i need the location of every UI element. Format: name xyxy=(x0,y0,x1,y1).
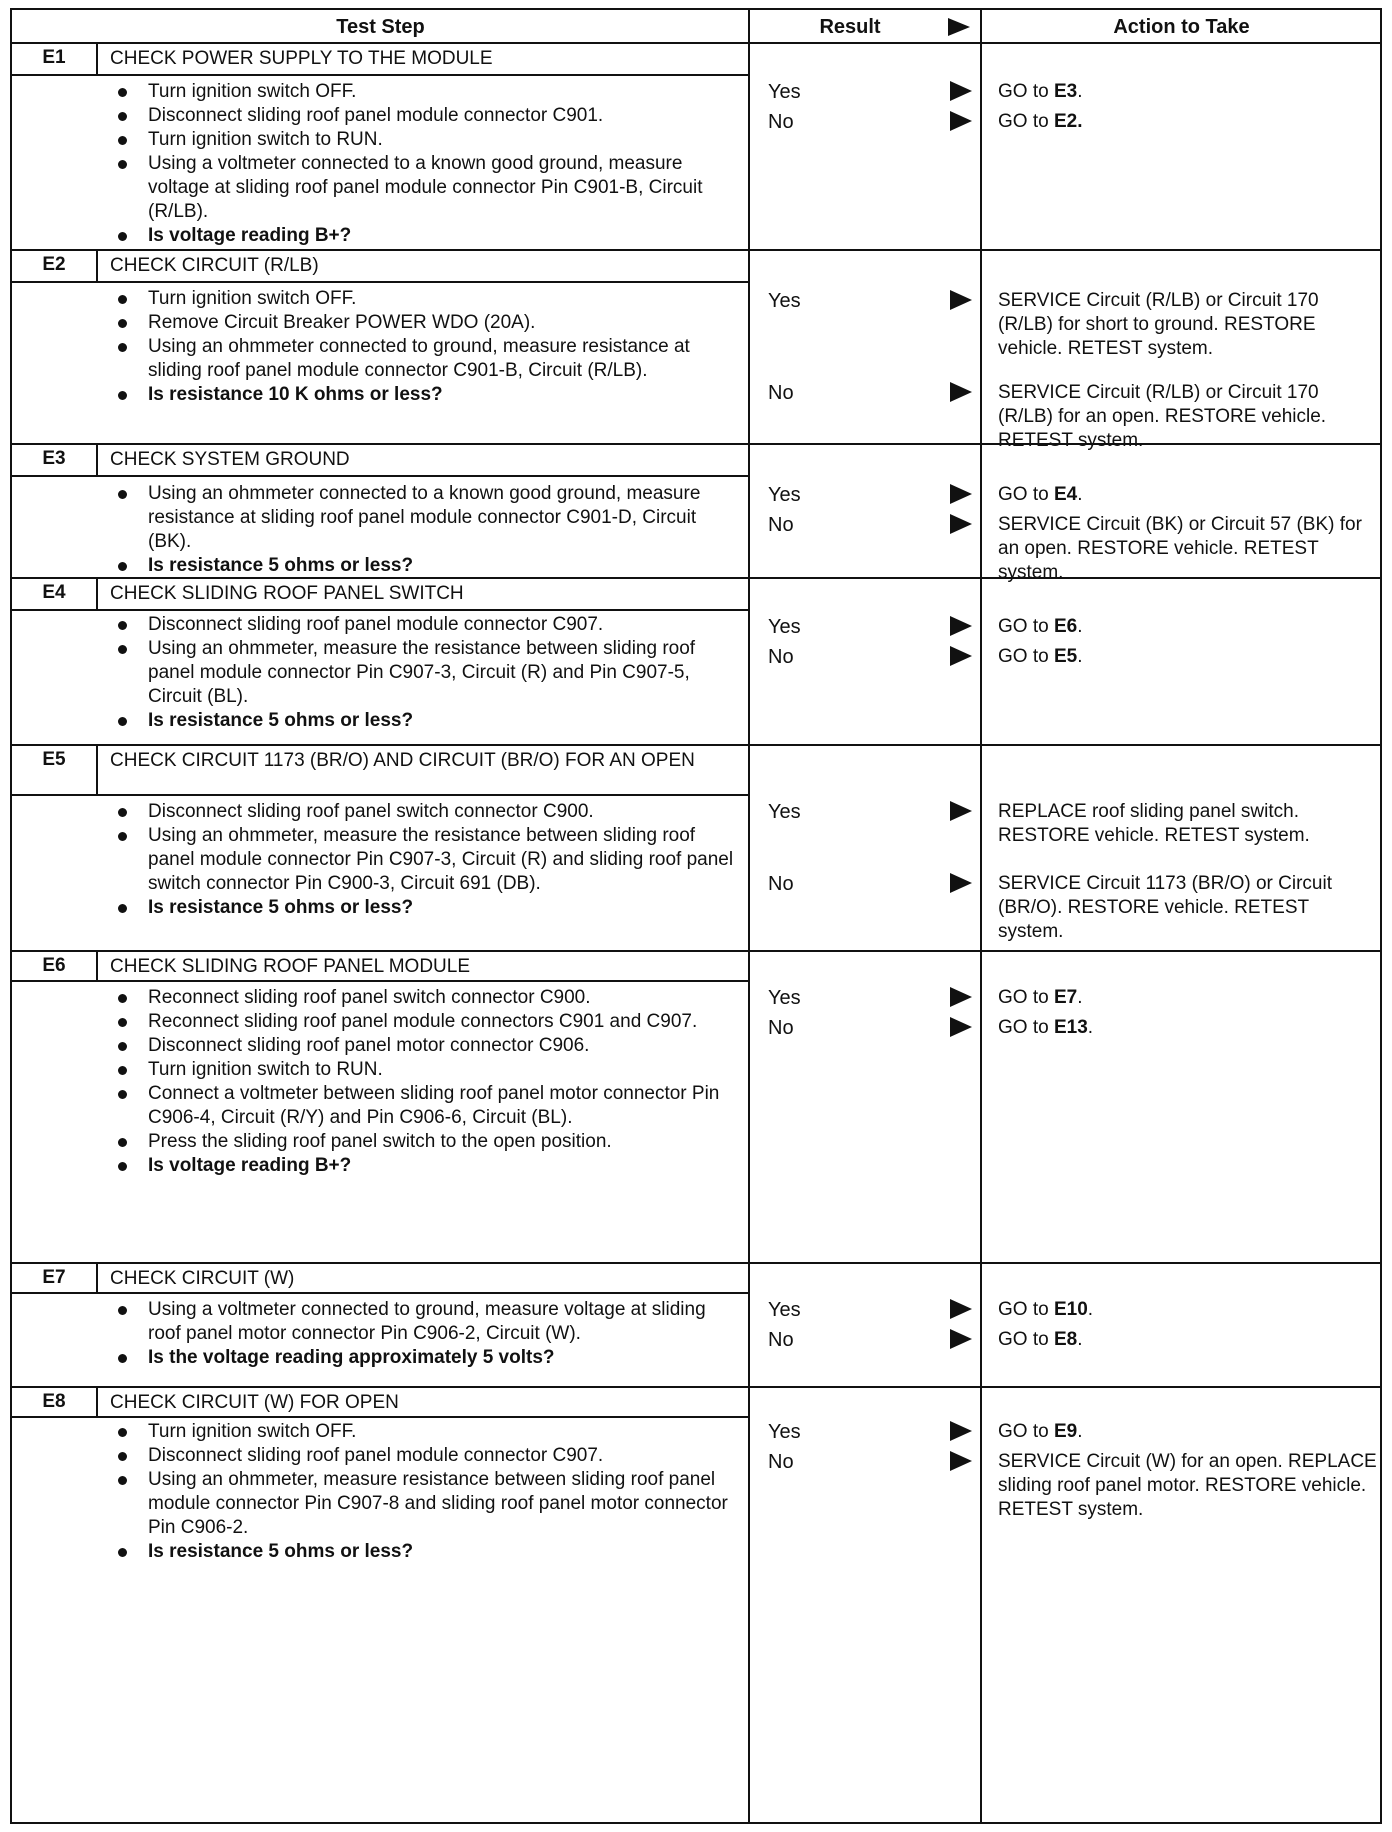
arrow-right-icon xyxy=(950,616,972,636)
action-text: SERVICE Circuit (R/LB) or Circuit 170 (R/LB) for an open. RESTORE vehicle. RETEST system. xyxy=(998,382,1327,451)
action-text: GO to E7. xyxy=(998,987,1083,1008)
step-id: E3 xyxy=(12,445,98,475)
arrow-right-icon xyxy=(950,81,972,101)
diagnostic-table xyxy=(10,8,1382,1824)
action-text: GO to E10. xyxy=(998,1299,1094,1320)
step-title: CHECK CIRCUIT (W) xyxy=(110,1268,295,1289)
action-text: GO to E3. xyxy=(998,81,1083,102)
action-text: SERVICE Circuit 1173 (BR/O) or Circuit (BR/O). RESTORE vehicle. RETEST system. xyxy=(998,873,1332,942)
action-text: GO to E5. xyxy=(998,646,1083,667)
step-e7 xyxy=(12,1264,1380,1388)
result-no: No xyxy=(768,514,794,536)
goto-step-ref: E10 xyxy=(1053,1299,1088,1320)
step-instructions xyxy=(108,1298,734,1370)
step-question: Is resistance 5 ohms or less? xyxy=(108,896,734,920)
arrow-right-icon xyxy=(950,382,972,402)
step-header xyxy=(12,44,749,76)
instruction-item: Using an ohmmeter connected to ground, measure resistance at sliding roof panel module connector C901-B, Circuit (R/LB). xyxy=(108,335,734,383)
step-e5 xyxy=(12,746,1380,952)
step-question: Is voltage reading B+? xyxy=(108,1154,734,1178)
header-test-step: Test Step xyxy=(12,10,749,44)
step-question: Is resistance 5 ohms or less? xyxy=(108,709,734,733)
instruction-item: Disconnect sliding roof panel module connector C907. xyxy=(108,613,734,637)
result-no: No xyxy=(768,646,794,668)
step-header xyxy=(12,579,749,611)
arrow-right-icon xyxy=(950,987,972,1007)
instruction-item: Press the sliding roof panel switch to the open position. xyxy=(108,1130,734,1154)
header-result: Result xyxy=(749,10,981,44)
step-question: Is resistance 5 ohms or less? xyxy=(108,554,734,578)
action-text: REPLACE roof sliding panel switch. RESTORE vehicle. RETEST system. xyxy=(998,801,1310,846)
result-no: No xyxy=(768,1451,794,1473)
step-id: E4 xyxy=(12,579,98,609)
goto-step-ref: E2. xyxy=(1053,111,1083,132)
goto-step-ref: E3 xyxy=(1053,81,1078,102)
step-e6 xyxy=(12,952,1380,1264)
step-question: Is voltage reading B+? xyxy=(108,224,734,248)
instruction-item: Reconnect sliding roof panel module connectors C901 and C907. xyxy=(108,1010,734,1034)
arrow-right-icon xyxy=(950,1329,972,1349)
step-instructions xyxy=(108,482,734,578)
arrow-right-icon xyxy=(950,1017,972,1037)
step-instructions xyxy=(108,613,734,733)
step-e4 xyxy=(12,579,1380,746)
step-title: CHECK SLIDING ROOF PANEL SWITCH xyxy=(110,583,464,604)
instruction-item: Connect a voltmeter between sliding roof panel motor connector Pin C906-4, Circuit (R/Y) and Pin C906-6, Circuit (BL). xyxy=(108,1082,734,1130)
step-title: CHECK SYSTEM GROUND xyxy=(110,449,350,470)
step-header xyxy=(12,251,749,283)
arrow-right-icon xyxy=(950,514,972,534)
step-instructions xyxy=(108,80,734,248)
step-title: CHECK CIRCUIT 1173 (BR/O) AND CIRCUIT (BR/O) FOR AN OPEN xyxy=(110,750,695,771)
result-no: No xyxy=(768,1329,794,1351)
arrow-right-icon xyxy=(950,801,972,821)
action-text: SERVICE Circuit (BK) or Circuit 57 (BK) for an open. RESTORE vehicle. RETEST system. xyxy=(998,514,1362,583)
result-yes: Yes xyxy=(768,987,801,1009)
result-yes: Yes xyxy=(768,81,801,103)
instruction-item: Using an ohmmeter connected to a known good ground, measure resistance at sliding roof panel module connector C901-D, Circuit (BK). xyxy=(108,482,734,554)
result-no: No xyxy=(768,1017,794,1039)
result-yes: Yes xyxy=(768,616,801,638)
goto-step-ref: E9 xyxy=(1053,1421,1078,1442)
step-id: E7 xyxy=(12,1264,98,1292)
step-instructions xyxy=(108,986,734,1178)
step-id: E5 xyxy=(12,746,98,794)
goto-step-ref: E4 xyxy=(1053,484,1078,505)
goto-step-ref: E6 xyxy=(1053,616,1078,637)
step-title: CHECK CIRCUIT (W) FOR OPEN xyxy=(110,1392,399,1413)
goto-step-ref: E8 xyxy=(1053,1329,1078,1350)
header-action-to-take: Action to Take xyxy=(981,10,1382,44)
step-header xyxy=(12,1264,749,1294)
result-yes: Yes xyxy=(768,1421,801,1443)
goto-step-ref: E13 xyxy=(1053,1017,1088,1038)
instruction-item: Turn ignition switch OFF. xyxy=(108,1420,734,1444)
step-question: Is the voltage reading approximately 5 volts? xyxy=(108,1346,734,1370)
step-id: E6 xyxy=(12,952,98,980)
result-no: No xyxy=(768,382,794,404)
step-instructions xyxy=(108,287,734,407)
action-text: SERVICE Circuit (W) for an open. REPLACE sliding roof panel motor. RESTORE vehicle. RETEST system. xyxy=(998,1451,1377,1520)
instruction-item: Turn ignition switch OFF. xyxy=(108,80,734,104)
arrow-right-icon xyxy=(950,646,972,666)
instruction-item: Using an ohmmeter, measure the resistance between sliding roof panel module connector Pin C907-3, Circuit (R) and Pin C907-5, Circuit (BL). xyxy=(108,637,734,709)
arrow-right-icon xyxy=(948,18,970,36)
instruction-item: Using a voltmeter connected to a known good ground, measure voltage at sliding roof panel module connector Pin C901-B, Circuit (R/LB). xyxy=(108,152,734,224)
instruction-item: Disconnect sliding roof panel switch connector C900. xyxy=(108,800,734,824)
action-text: GO to E6. xyxy=(998,616,1083,637)
result-yes: Yes xyxy=(768,801,801,823)
step-title: CHECK CIRCUIT (R/LB) xyxy=(110,255,319,276)
step-e3 xyxy=(12,445,1380,583)
step-header xyxy=(12,746,749,796)
instruction-item: Disconnect sliding roof panel module connector C907. xyxy=(108,1444,734,1468)
instruction-item: Using a voltmeter connected to ground, measure voltage at sliding roof panel motor connector Pin C906-2, Circuit (W). xyxy=(108,1298,734,1346)
result-yes: Yes xyxy=(768,484,801,506)
step-instructions xyxy=(108,800,734,920)
step-instructions xyxy=(108,1420,734,1564)
instruction-item: Reconnect sliding roof panel switch connector C900. xyxy=(108,986,734,1010)
instruction-item: Disconnect sliding roof panel module connector C901. xyxy=(108,104,734,128)
instruction-item: Using an ohmmeter, measure resistance between sliding roof panel module connector Pin C907-8 and sliding roof panel motor connector Pin C906-2. xyxy=(108,1468,734,1540)
arrow-right-icon xyxy=(950,873,972,893)
action-text: SERVICE Circuit (R/LB) or Circuit 170 (R/LB) for short to ground. RESTORE vehicle. RETEST system. xyxy=(998,290,1319,359)
arrow-right-icon xyxy=(950,290,972,310)
step-header xyxy=(12,1388,749,1418)
goto-step-ref: E5 xyxy=(1053,646,1078,667)
arrow-right-icon xyxy=(950,1299,972,1319)
step-e1 xyxy=(12,44,1380,251)
instruction-item: Turn ignition switch OFF. xyxy=(108,287,734,311)
action-text: GO to E8. xyxy=(998,1329,1083,1350)
step-e2 xyxy=(12,251,1380,451)
step-question: Is resistance 5 ohms or less? xyxy=(108,1540,734,1564)
instruction-item: Disconnect sliding roof panel motor connector C906. xyxy=(108,1034,734,1058)
action-text: GO to E13. xyxy=(998,1017,1094,1038)
result-no: No xyxy=(768,111,794,133)
step-id: E1 xyxy=(12,44,98,74)
step-title: CHECK POWER SUPPLY TO THE MODULE xyxy=(110,48,493,69)
step-id: E8 xyxy=(12,1388,98,1416)
result-yes: Yes xyxy=(768,290,801,312)
step-e8 xyxy=(12,1388,1380,1572)
result-no: No xyxy=(768,873,794,895)
action-text: GO to E9. xyxy=(998,1421,1083,1442)
action-text: GO to E4. xyxy=(998,484,1083,505)
instruction-item: Using an ohmmeter, measure the resistance between sliding roof panel module connector Pin C907-3, Circuit (R) and sliding roof panel switch connector Pin C900-3, Circuit 691 (DB). xyxy=(108,824,734,896)
arrow-right-icon xyxy=(950,1421,972,1441)
result-yes: Yes xyxy=(768,1299,801,1321)
arrow-right-icon xyxy=(950,1451,972,1471)
instruction-item: Remove Circuit Breaker POWER WDO (20A). xyxy=(108,311,734,335)
step-question: Is resistance 10 K ohms or less? xyxy=(108,383,734,407)
step-id: E2 xyxy=(12,251,98,281)
step-title: CHECK SLIDING ROOF PANEL MODULE xyxy=(110,956,471,977)
step-header xyxy=(12,445,749,477)
action-text: GO to E2. xyxy=(998,111,1083,132)
instruction-item: Turn ignition switch to RUN. xyxy=(108,128,734,152)
step-header xyxy=(12,952,749,982)
goto-step-ref: E7 xyxy=(1053,987,1078,1008)
arrow-right-icon xyxy=(950,484,972,504)
instruction-item: Turn ignition switch to RUN. xyxy=(108,1058,734,1082)
arrow-right-icon xyxy=(950,111,972,131)
